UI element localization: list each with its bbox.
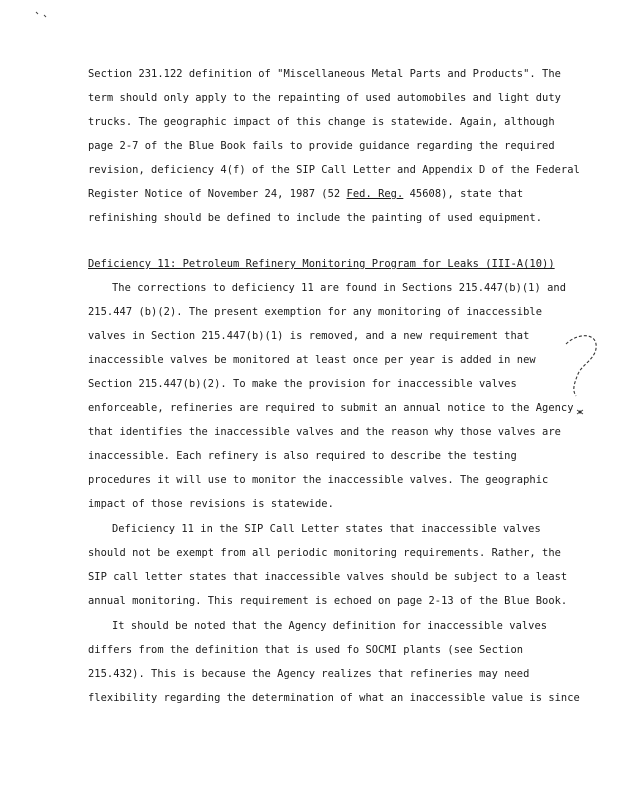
federal-register-citation: Fed. Reg. — [346, 188, 404, 200]
text-line: inaccessible. Each refinery is also required to describe the testing — [88, 450, 517, 462]
text-span: Register Notice of November 24, 1987 (52 — [88, 188, 347, 200]
text-span: 45608), state that — [403, 188, 524, 200]
text-line-with-citation — [88, 188, 523, 201]
text-line: revision, deficiency 4(f) of the SIP Call Letter and Appendix D of the Federal — [88, 164, 580, 176]
scan-speck-mark — [34, 10, 48, 20]
text-line: page 2-7 of the Blue Book fails to provide guidance regarding the required — [88, 140, 555, 152]
text-line: annual monitoring. This requirement is echoed on page 2-13 of the Blue Book. — [88, 595, 568, 607]
text-line: refinishing should be defined to include the painting of used equipment. — [88, 212, 543, 224]
text-line: 215.432). This is because the Agency realizes that refineries may need — [88, 668, 530, 680]
text-line: Section 231.122 definition of "Miscellaneous Metal Parts and Products". The — [88, 68, 561, 80]
text-line: trucks. The geographic impact of this change is statewide. Again, although — [88, 116, 555, 128]
text-line: Section 215.447(b)(2). To make the provision for inaccessible valves — [88, 378, 517, 390]
text-line: SIP call letter states that inaccessible valves should be subject to a least — [88, 571, 568, 583]
margin-question-mark-annotation — [560, 330, 604, 430]
text-line: 215.447 (b)(2). The present exemption for any monitoring of inaccessible — [88, 306, 543, 318]
text-line: term should only apply to the repainting of used automobiles and light duty — [88, 92, 561, 104]
section-heading: Deficiency 11: Petroleum Refinery Monitoring Program for Leaks (III-A(10)) — [88, 258, 555, 270]
text-line: flexibility regarding the determination of what an inaccessible value is since — [88, 692, 580, 704]
text-line: differs from the definition that is used fo SOCMI plants (see Section — [88, 644, 524, 656]
text-line: should not be exempt from all periodic monitoring requirements. Rather, the — [88, 547, 561, 559]
text-line: that identifies the inaccessible valves and the reason why those valves are — [88, 426, 561, 438]
text-line: Deficiency 11 in the SIP Call Letter states that inaccessible valves — [112, 523, 541, 535]
text-line: enforceable, refineries are required to submit an annual notice to the Agency — [88, 402, 574, 414]
text-line: It should be noted that the Agency definition for inaccessible valves — [112, 620, 548, 632]
text-line: The corrections to deficiency 11 are found in Sections 215.447(b)(1) and — [112, 282, 567, 294]
text-line: procedures it will use to monitor the inaccessible valves. The geographic — [88, 474, 549, 486]
text-line: valves in Section 215.447(b)(1) is removed, and a new requirement that — [88, 330, 530, 342]
text-line: inaccessible valves be monitored at least once per year is added in new — [88, 354, 536, 366]
text-line: impact of those revisions is statewide. — [88, 498, 334, 510]
